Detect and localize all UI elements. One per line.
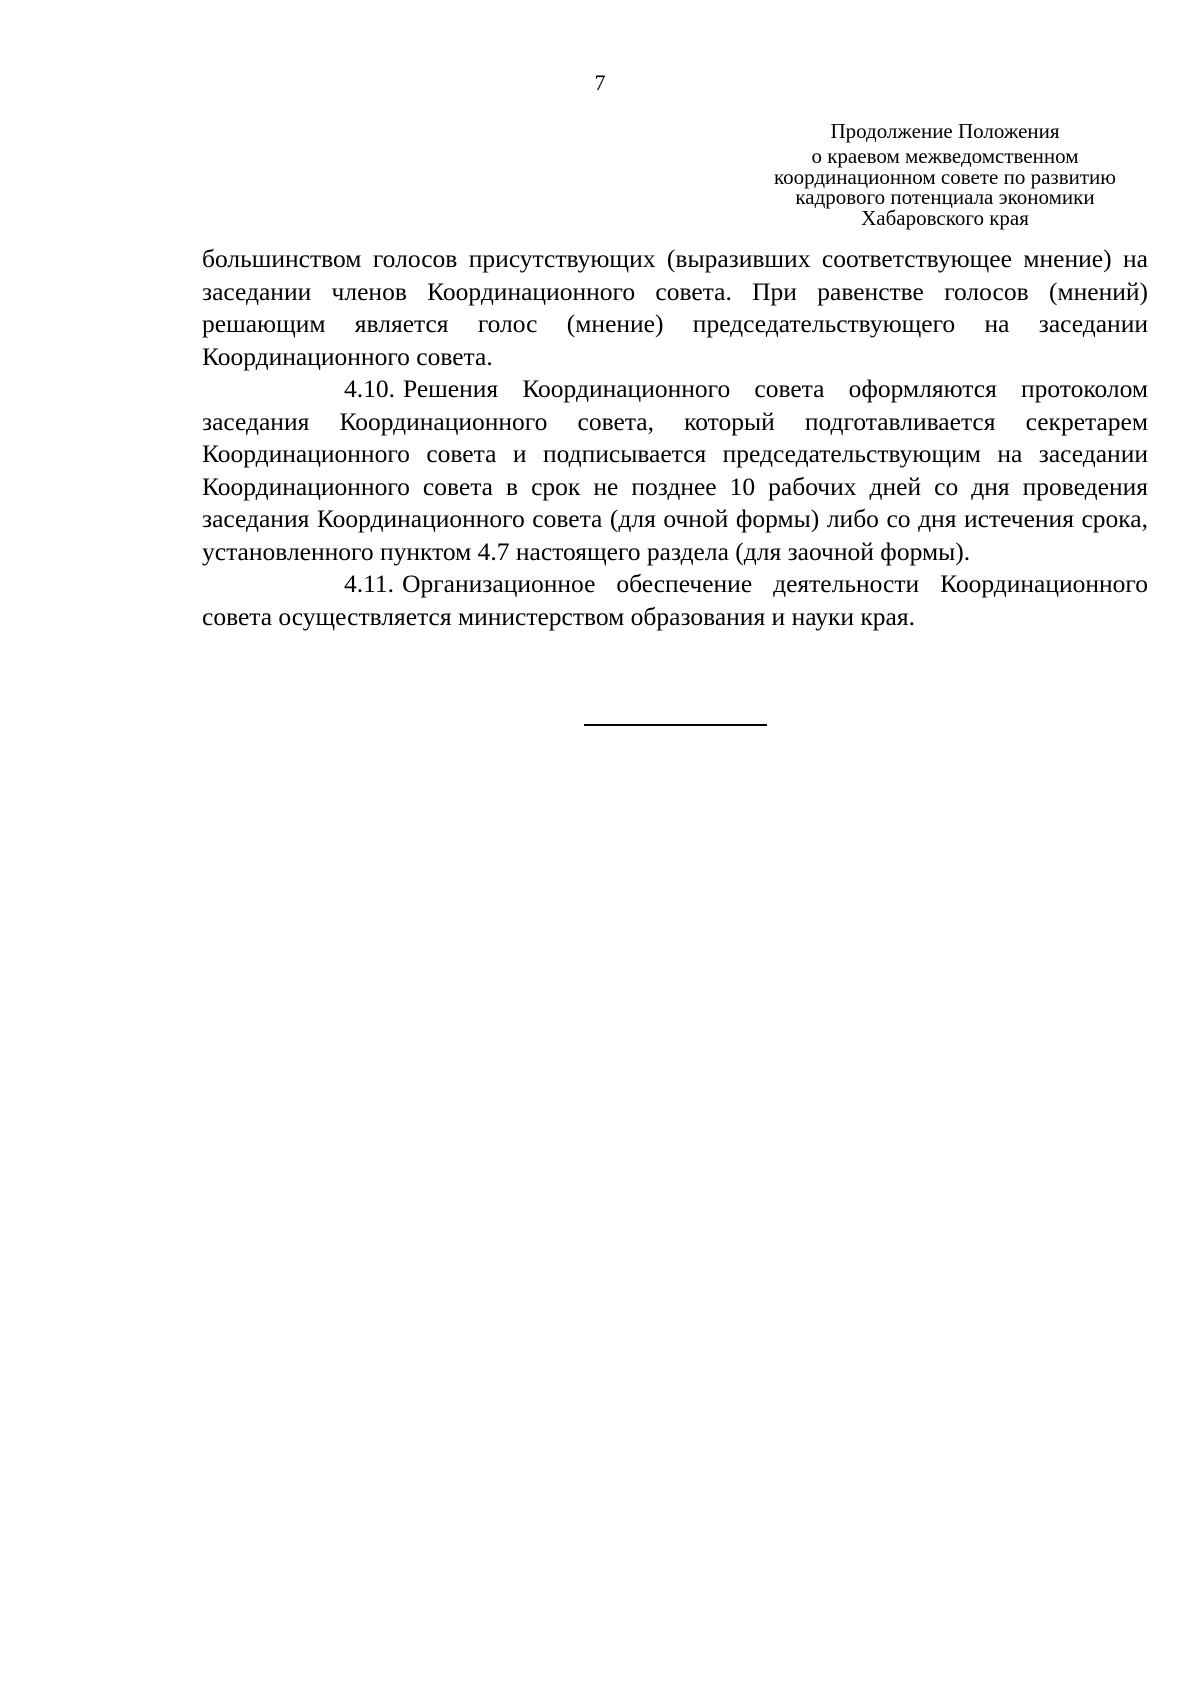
item-text: Организационное обеспечение деятельности Координационного совета осуществляется министерством образования и науки края. xyxy=(202,569,1148,631)
end-divider xyxy=(584,724,767,726)
header-line: координационном совете по развитию xyxy=(774,164,1116,189)
page-number: 7 xyxy=(594,70,606,95)
document-body xyxy=(202,243,1148,633)
header-line: Хабаровского края xyxy=(861,205,1029,230)
item-text: Решения Координационного совета оформляются протоколом заседания Координационного совета, который подготавливается секретарем Координационного совета и подписывается председательствующим на заседании Координационного совета в срок не позднее 10 рабочих дней со дня проведения заседания Координационного совета (для очной формы) либо со дня истечения срока, установленного пунктом 4.7 настоящего раздела (для заочной формы). xyxy=(202,374,1148,566)
header-line: о краевом межведомственном xyxy=(811,144,1079,168)
item-paragraph xyxy=(202,373,1148,568)
item-number: 4.10. xyxy=(344,374,395,403)
header-line: Продолжение Положения xyxy=(830,119,1060,143)
continuation-paragraph: большинством голосов присутствующих (выразивших соответствующее мнение) на заседании членов Координационного совета. При равенстве голосов (мнений) решающим является голос (мнение) председательствующего на заседании Координационного совета. xyxy=(202,244,1148,371)
item-paragraph xyxy=(202,568,1148,633)
document-header xyxy=(745,116,1145,228)
item-number: 4.11. xyxy=(344,569,395,598)
header-line: кадрового потенциала экономики xyxy=(795,185,1095,209)
